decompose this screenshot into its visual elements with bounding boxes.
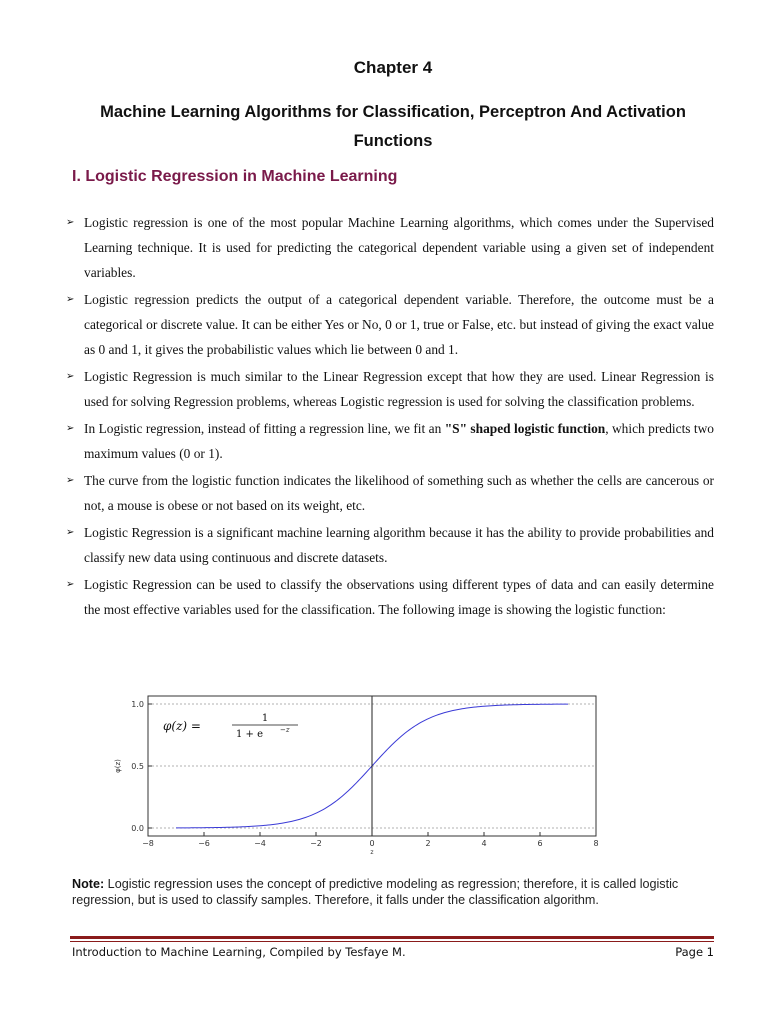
bullet-text: The curve from the logistic function indicates the likelihood of something such as whether the cells are cancerous or not, a mouse is obese or not based on its weight, etc. [84, 473, 714, 513]
arrow-bullet-icon: ➢ [66, 423, 75, 434]
arrow-bullet-icon: ➢ [66, 527, 75, 538]
chapter-heading: Chapter 4 [353, 58, 433, 77]
x-axis-label: z [370, 849, 374, 856]
section-heading: I. Logistic Regression in Machine Learning [72, 168, 398, 185]
bullet-item [66, 287, 714, 362]
x-tick-label: 0 [369, 839, 375, 848]
bullet-item [66, 416, 714, 466]
bullet-text: Logistic Regression is a significant machine learning algorithm because it has the ability to provide probabilities and classify new data using continuous and discrete datasets. [84, 525, 714, 565]
footer-credit: Introduction to Machine Learning, Compiled by Tesfaye M. [72, 945, 406, 959]
x-tick-label: 4 [481, 839, 487, 848]
arrow-bullet-icon: ➢ [66, 294, 75, 305]
note-text: Logistic regression uses the concept of predictive modeling as regression; therefore, it is called logistic regression, but is used to classify samples. Therefore, it falls under the classification algorithm. [72, 877, 679, 907]
x-tick-label: 2 [425, 839, 431, 848]
y-tick-label: 0.5 [131, 762, 144, 771]
bullet-item [66, 364, 714, 414]
x-tick-label: −6 [198, 839, 210, 848]
arrow-bullet-icon: ➢ [66, 217, 75, 228]
note-paragraph [72, 876, 712, 908]
bullet-list [66, 210, 714, 624]
page-number: Page 1 [675, 945, 714, 959]
bullet-text: Logistic regression predicts the output of a categorical dependent variable. Therefore, the outcome must be a categorical or discrete value. It can be either Yes or No, 0 or 1, true or False, etc. but instead of giving the exact value as 0 and 1, it gives the probabilistic values which lie between 0 and 1. [84, 292, 714, 357]
arrow-bullet-icon: ➢ [66, 579, 75, 590]
page-title: Machine Learning Algorithms for Classification, Perceptron And Activation Functions [100, 103, 686, 150]
logistic-function-chart [108, 690, 606, 860]
y-axis-label: φ(z) [114, 759, 122, 773]
bullet-item [66, 572, 714, 622]
formula-lhs: φ(z) = [163, 719, 201, 733]
bullet-text-before: In Logistic regression, instead of fitting a regression line, we fit an [84, 421, 445, 436]
bullet-text-bold: "S" shaped logistic function [444, 421, 606, 436]
formula-numerator: 1 [261, 713, 269, 724]
bullet-text: Logistic Regression can be used to classify the observations using different types of data and can easily determine the most effective variables used for the classification. The following image is showing the logistic function: [84, 577, 714, 617]
arrow-bullet-icon: ➢ [66, 371, 75, 382]
x-tick-label: 8 [593, 839, 599, 848]
x-tick-label: 6 [537, 839, 543, 848]
x-tick-label: −2 [310, 839, 322, 848]
arrow-bullet-icon: ➢ [66, 475, 75, 486]
bullet-item [66, 468, 714, 518]
y-tick-label: 1.0 [131, 700, 144, 709]
y-tick-label: 0.0 [131, 824, 144, 833]
formula-exponent: −z [280, 726, 290, 734]
bullet-item [66, 520, 714, 570]
footer-rule-thin [70, 941, 714, 942]
footer-rule-thick [70, 936, 714, 939]
bullet-text: Logistic regression is one of the most popular Machine Learning algorithms, which comes under the Supervised Learning technique. It is used for predicting the categorical dependent variable using a given set of independent variables. [84, 215, 714, 280]
note-label: Note: [72, 877, 105, 891]
bullet-item [66, 210, 714, 285]
bullet-text: Logistic Regression is much similar to the Linear Regression except that how they are used. Linear Regression is used for solving Regression problems, whereas Logistic regression is used for solving the classification problems. [84, 369, 714, 409]
x-tick-label: −4 [254, 839, 266, 848]
bullet-text-after: , which predicts two maximum values (0 or 1). [84, 421, 715, 461]
x-tick-label: −8 [142, 839, 154, 848]
sigmoid-formula [163, 713, 298, 740]
formula-denominator: 1 + e [236, 729, 264, 740]
